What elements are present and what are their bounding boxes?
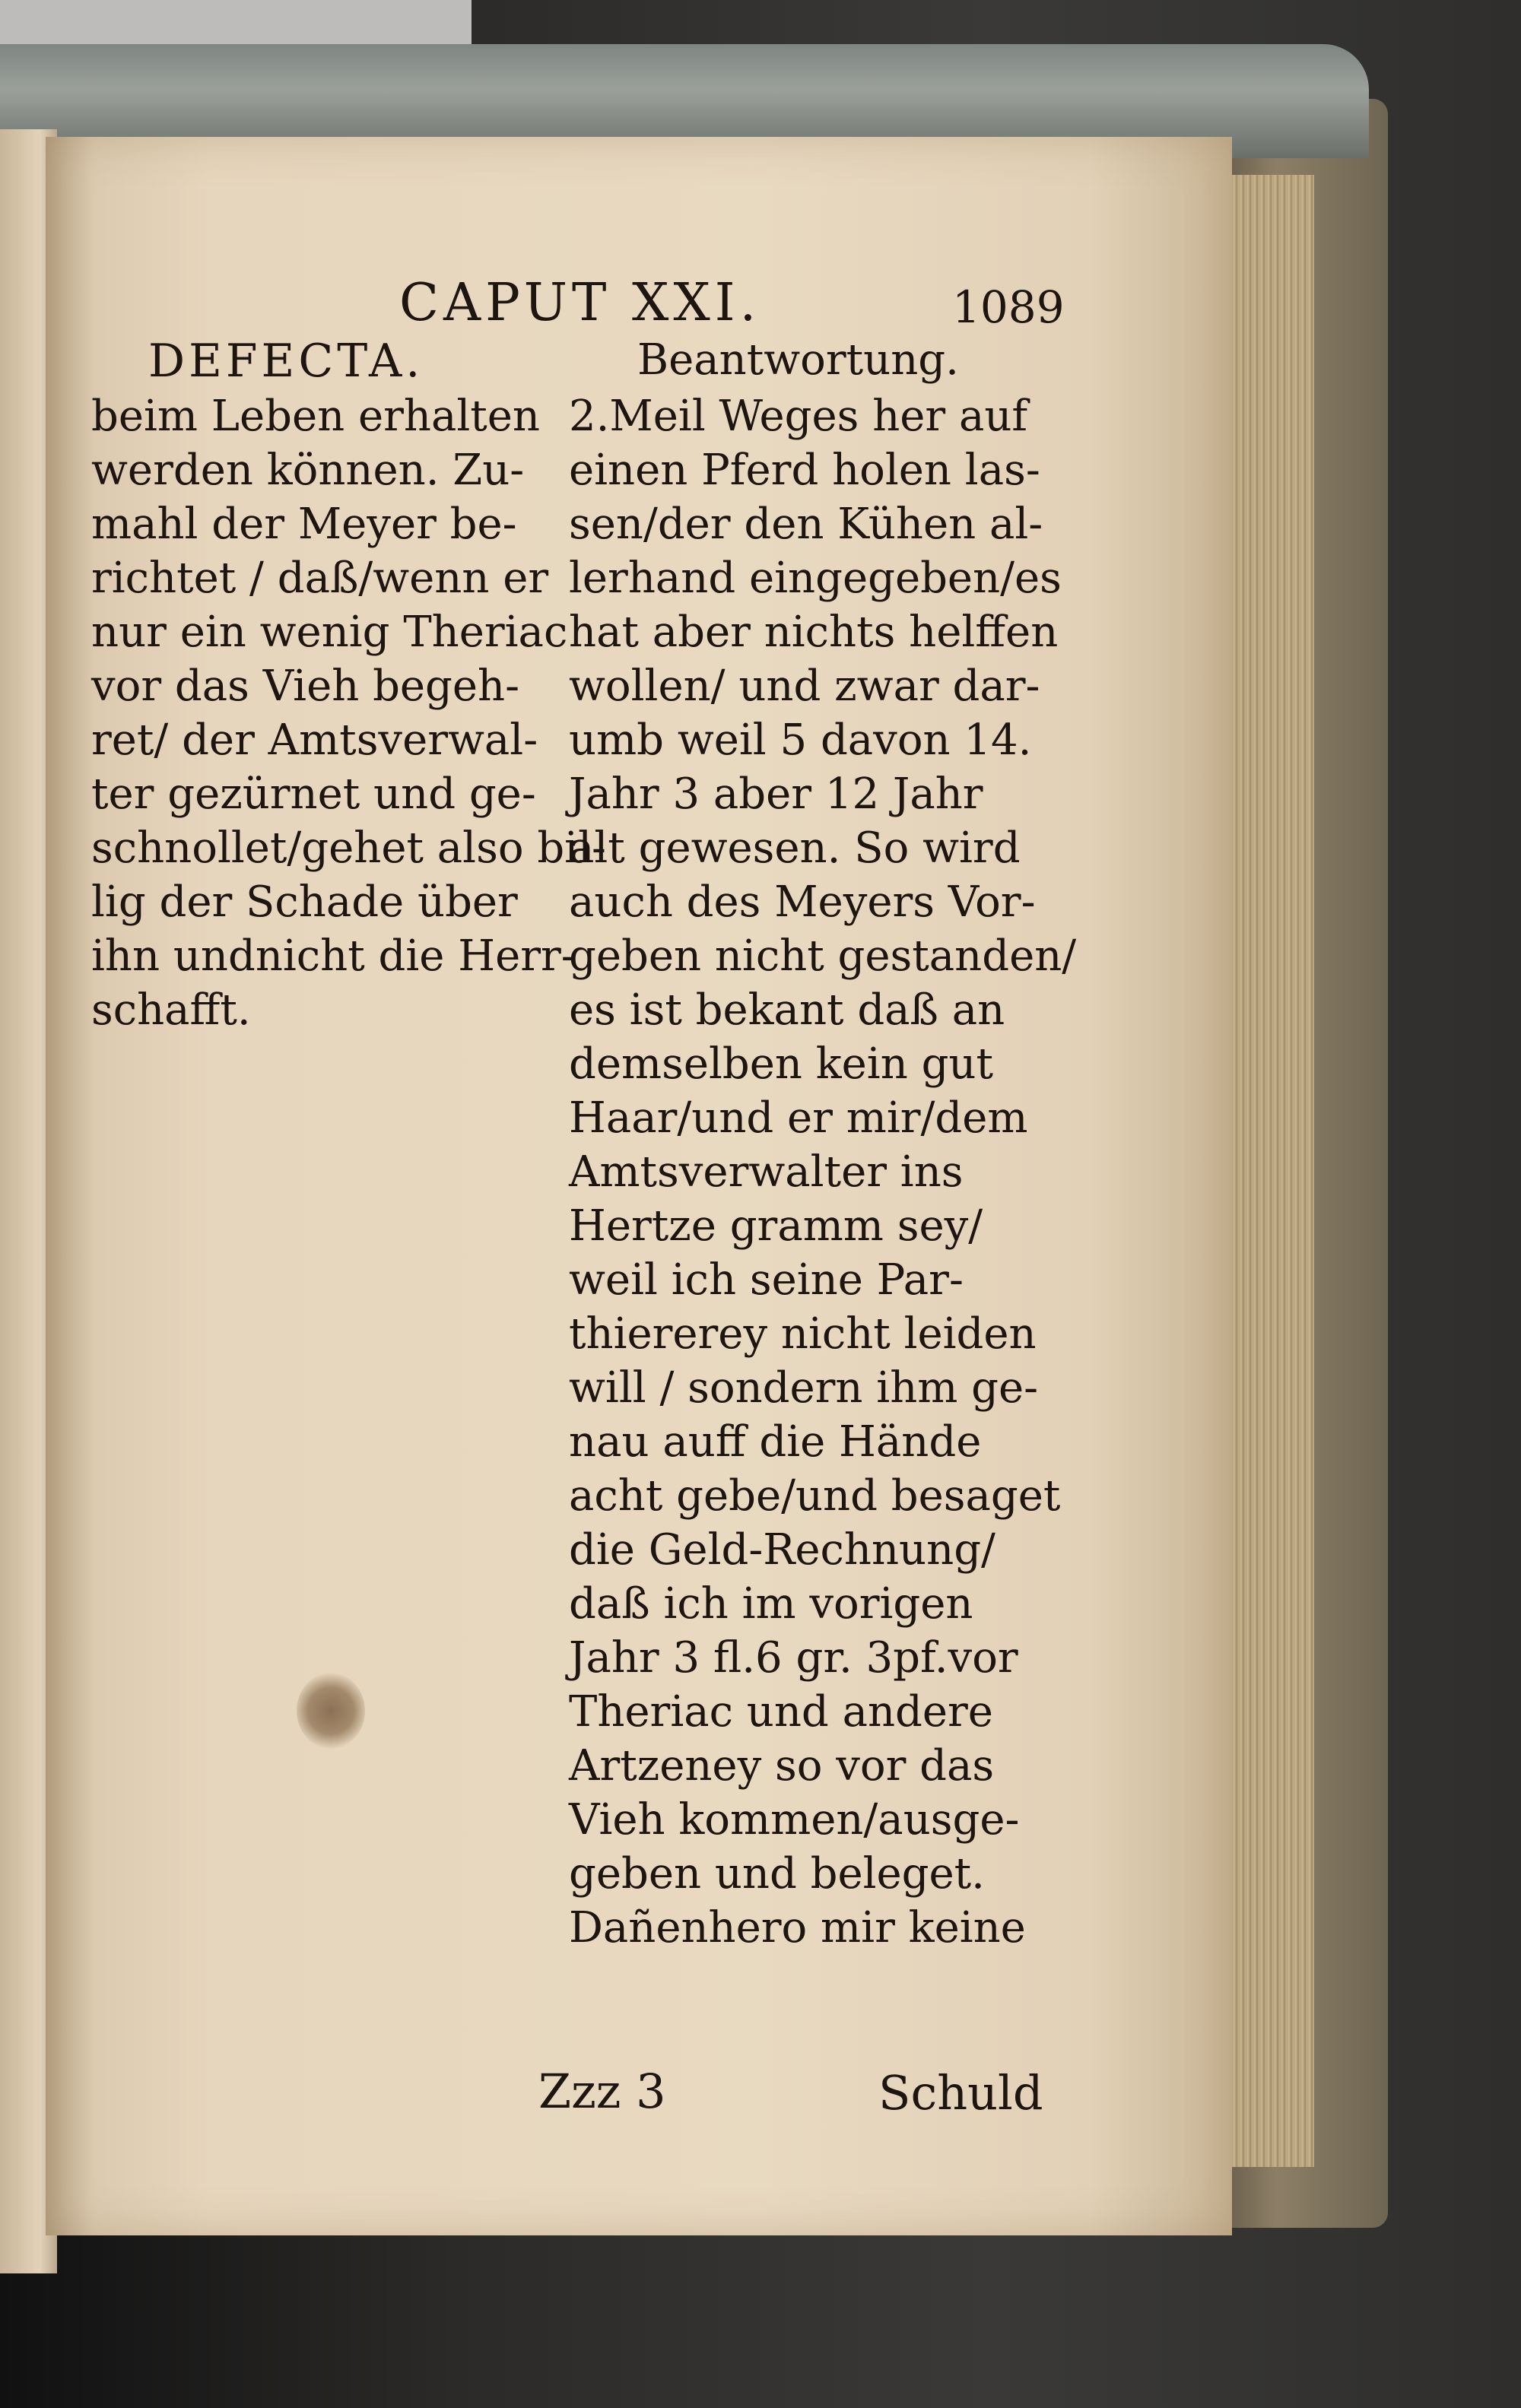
text-line: Artzeney so vor das — [569, 1741, 995, 1791]
text-line: es ist bekant daß an — [569, 985, 1005, 1035]
text-line: umb weil 5 davon 14. — [569, 715, 1032, 765]
page-number: 1089 — [952, 281, 1065, 333]
signature-mark: Zzz 3 — [538, 2064, 666, 2119]
text-line: acht gebe/und besaget — [569, 1471, 1061, 1521]
text-line: Vieh kommen/ausge- — [569, 1795, 1020, 1845]
text-line: mahl der Meyer be- — [91, 500, 517, 549]
text-line: sen/der den Kühen al- — [569, 500, 1043, 549]
text-line: ret/ der Amtsverwal- — [91, 715, 538, 765]
text-line: will / sondern ihm ge- — [569, 1363, 1039, 1413]
text-line: Jahr 3 fl.6 gr. 3pf.vor — [569, 1633, 1018, 1683]
text-line: lerhand eingegeben/es — [569, 554, 1062, 603]
text-line: Dañenhero mir keine — [569, 1903, 1026, 1953]
text-line: demselben kein gut — [569, 1039, 994, 1089]
text-line: 2.Meil Weges her auf — [569, 392, 1028, 441]
text-line: weil ich seine Par- — [569, 1255, 964, 1305]
text-line: Hertze gramm sey/ — [569, 1201, 983, 1251]
text-line: lig der Schade über — [91, 877, 518, 927]
text-line: schnollet/gehet also bil- — [91, 823, 606, 873]
text-line: daß ich im vorigen — [569, 1579, 973, 1629]
text-line: thiererey nicht leiden — [569, 1309, 1037, 1359]
text-line: auch des Meyers Vor- — [569, 877, 1036, 927]
running-title: CAPUT XXI. — [399, 273, 761, 333]
catchword: Schuld — [878, 2065, 1043, 2121]
text-line: Haar/und er mir/dem — [569, 1093, 1028, 1143]
text-line: einen Pferd holen las- — [569, 446, 1040, 495]
text-line: nau auff die Hände — [569, 1417, 982, 1467]
text-line: alt gewesen. So wird — [569, 823, 1021, 873]
text-line: vor das Vieh begeh- — [91, 661, 520, 711]
text-line: ter gezürnet und ge- — [91, 769, 536, 819]
text-line: beim Leben erhalten — [91, 392, 540, 441]
text-line: nur ein wenig Theriac — [91, 608, 568, 657]
text-line: Theriac und andere — [569, 1687, 993, 1737]
text-line: Jahr 3 aber 12 Jahr — [569, 769, 983, 819]
text-line: die Geld-Rechnung/ — [569, 1525, 995, 1575]
text-line: schafft. — [91, 985, 251, 1035]
text-line: Amtsverwalter ins — [569, 1147, 964, 1197]
page-stain — [297, 1673, 365, 1749]
left-column-heading: DEFECTA. — [148, 335, 424, 388]
text-line: geben und beleget. — [569, 1849, 985, 1899]
text-line: richtet / daß/wenn er — [91, 554, 549, 603]
text-line: geben nicht gestanden/ — [569, 931, 1077, 981]
text-line: ihn undnicht die Herr- — [91, 931, 576, 981]
right-column-heading: Beantwortung. — [637, 335, 959, 385]
text-line: hat aber nichts helffen — [569, 608, 1059, 657]
text-line: werden können. Zu- — [91, 446, 525, 495]
text-line: wollen/ und zwar dar- — [569, 661, 1040, 711]
